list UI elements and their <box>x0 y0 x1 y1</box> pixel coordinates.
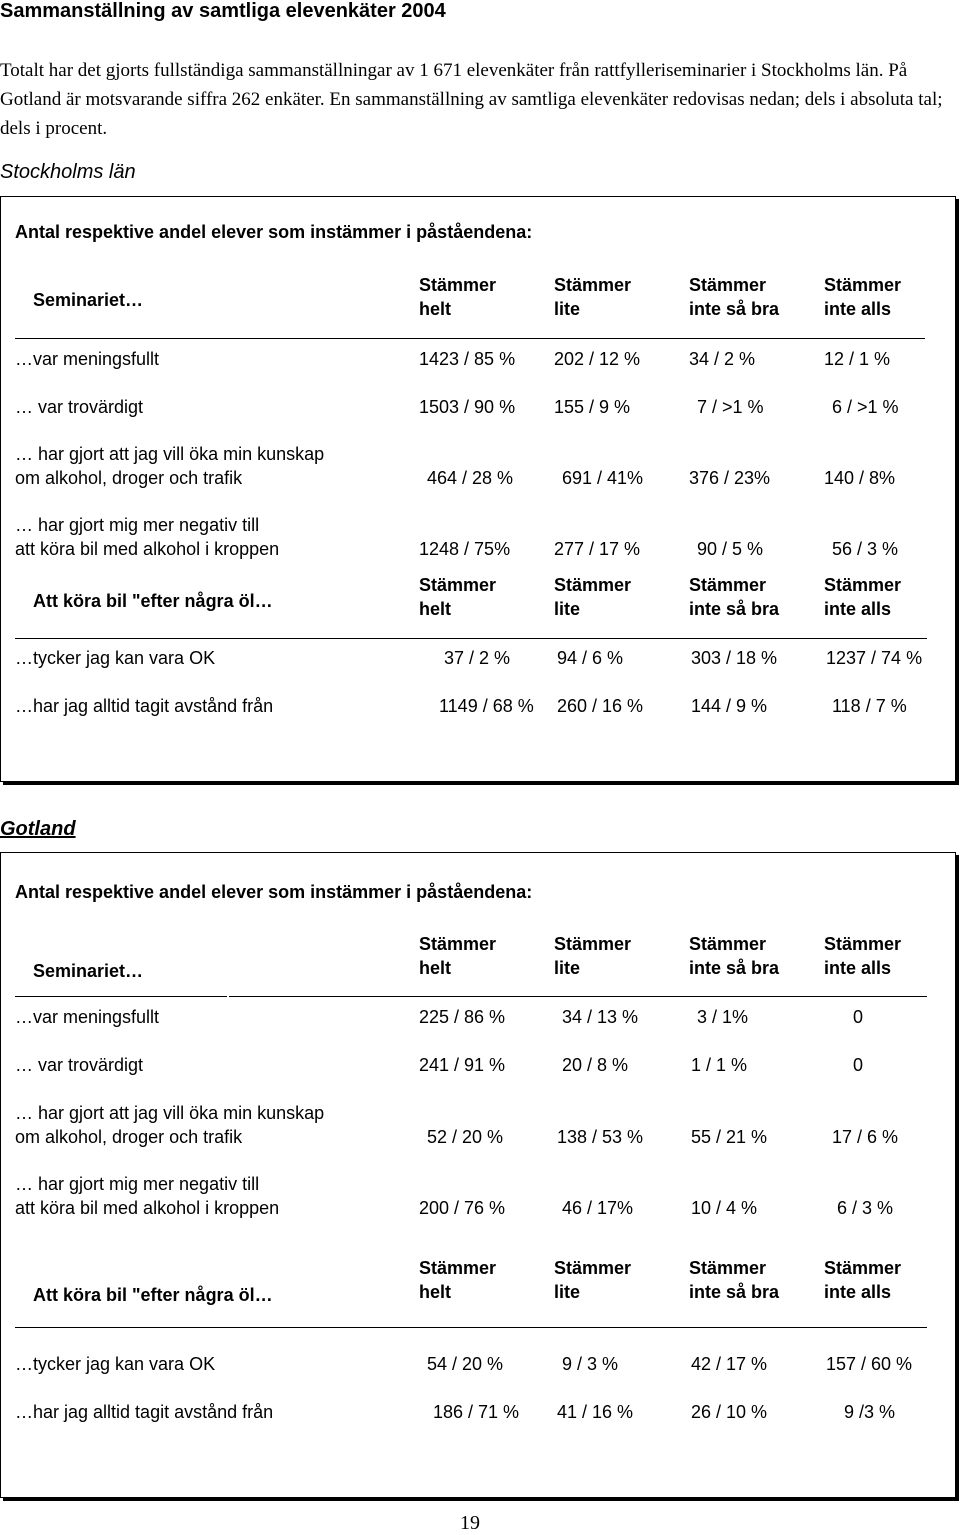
row-label: …var meningsfullt <box>15 1007 160 1027</box>
row-label: … var trovärdigt <box>15 1055 144 1075</box>
table-cell: 17 / 6 % <box>832 1127 899 1147</box>
table-box-stockholm <box>0 196 956 782</box>
table-cell: 155 / 9 % <box>554 397 631 417</box>
row-label-line2: att köra bil med alkohol i kroppen <box>15 539 280 559</box>
table-cell: 42 / 17 % <box>691 1354 768 1374</box>
table-cell: 0 <box>853 1007 864 1027</box>
table-cell: 94 / 6 % <box>557 648 624 668</box>
table-cell: 46 / 17% <box>562 1198 634 1218</box>
table-cell: 3 / 1% <box>697 1007 749 1027</box>
table-cell: 90 / 5 % <box>697 539 764 559</box>
table-cell: 1149 / 68 % <box>439 696 534 716</box>
column-header: Stämmer helt <box>419 575 497 619</box>
table-cell: 10 / 4 % <box>691 1198 758 1218</box>
table-cell: 6 / >1 % <box>832 397 899 417</box>
column-header: Stämmer helt <box>419 1258 497 1302</box>
table-cell: 9 /3 % <box>844 1402 896 1422</box>
section-title-stockholm: Stockholms län <box>0 161 136 183</box>
table-cell: 260 / 16 % <box>557 696 644 716</box>
row-label: … var trovärdigt <box>15 397 144 417</box>
group-label: Att köra bil "efter några öl… <box>33 1285 273 1305</box>
table-cell: 303 / 18 % <box>691 648 778 668</box>
table-cell: 1248 / 75% <box>419 539 511 559</box>
column-header: Stämmer lite <box>554 275 632 319</box>
column-header: Stämmer inte alls <box>824 1258 902 1302</box>
section-title-gotland: Gotland <box>0 818 76 840</box>
table-cell: 20 / 8 % <box>562 1055 629 1075</box>
box-heading: Antal respektive andel elever som instämmer i påståendena: <box>15 882 533 902</box>
column-header: Stämmer helt <box>419 275 497 319</box>
column-header: Stämmer helt <box>419 934 497 978</box>
row-label: …har jag alltid tagit avstånd från <box>15 1402 274 1422</box>
row-label-line2: om alkohol, droger och trafik <box>15 468 243 488</box>
group-label: Seminariet… <box>33 961 144 981</box>
table-cell: 41 / 16 % <box>557 1402 634 1422</box>
row-label: …har jag alltid tagit avstånd från <box>15 696 274 716</box>
table-box-gotland <box>0 852 956 1498</box>
header-rule <box>15 996 227 997</box>
column-header: Stämmer lite <box>554 934 632 978</box>
table-cell: 34 / 13 % <box>562 1007 639 1027</box>
table-cell: 202 / 12 % <box>554 349 641 369</box>
table-cell: 52 / 20 % <box>427 1127 504 1147</box>
header-rule <box>15 1327 927 1328</box>
row-label: … har gjort mig mer negativ till <box>15 1174 260 1194</box>
column-header: Stämmer inte så bra <box>689 934 780 978</box>
row-label: … har gjort mig mer negativ till <box>15 515 260 535</box>
row-label: … har gjort att jag vill öka min kunskap <box>15 1103 325 1123</box>
table-cell: 1423 / 85 % <box>419 349 516 369</box>
table-cell: 464 / 28 % <box>427 468 514 488</box>
row-label: …var meningsfullt <box>15 349 160 369</box>
table-cell: 1503 / 90 % <box>419 397 516 417</box>
table-cell: 0 <box>853 1055 864 1075</box>
table-cell: 1 / 1 % <box>691 1055 748 1075</box>
group-label: Att köra bil "efter några öl… <box>33 591 273 611</box>
page-number: 19 <box>460 1512 480 1534</box>
header-rule <box>15 638 927 639</box>
table-cell: 144 / 9 % <box>691 696 768 716</box>
table-cell: 9 / 3 % <box>562 1354 619 1374</box>
row-label: …tycker jag kan vara OK <box>15 1354 216 1374</box>
box-heading: Antal respektive andel elever som instämmer i påståendena: <box>15 222 533 242</box>
intro-paragraph: Totalt har det gjorts fullständiga sammanställningar av 1 671 elevenkäter från rattfylleriseminarier i Stockholms län. På Gotland är motsvarande siffra 262 enkäter. En sammanställning av samtliga elevenkäter redovisas nedan; dels i absoluta tal; dels i procent. <box>0 60 943 139</box>
column-header: Stämmer inte alls <box>824 934 902 978</box>
column-header: Stämmer inte alls <box>824 575 902 619</box>
table-cell: 7 / >1 % <box>697 397 764 417</box>
table-cell: 55 / 21 % <box>691 1127 768 1147</box>
column-header: Stämmer inte så bra <box>689 575 780 619</box>
table-cell: 34 / 2 % <box>689 349 756 369</box>
row-label-line2: att köra bil med alkohol i kroppen <box>15 1198 280 1218</box>
table-cell: 241 / 91 % <box>419 1055 506 1075</box>
header-rule <box>15 338 925 339</box>
column-header: Stämmer inte så bra <box>689 275 780 319</box>
table-cell: 138 / 53 % <box>557 1127 644 1147</box>
table-cell: 186 / 71 % <box>433 1402 520 1422</box>
table-cell: 118 / 7 % <box>832 696 907 716</box>
table-cell: 26 / 10 % <box>691 1402 768 1422</box>
document-title: Sammanställning av samtliga elevenkäter 2004 <box>0 0 446 22</box>
table-cell: 56 / 3 % <box>832 539 899 559</box>
table-cell: 157 / 60 % <box>826 1354 913 1374</box>
table-cell: 54 / 20 % <box>427 1354 504 1374</box>
row-label-line2: om alkohol, droger och trafik <box>15 1127 243 1147</box>
row-label: … har gjort att jag vill öka min kunskap <box>15 444 325 464</box>
table-cell: 12 / 1 % <box>824 349 891 369</box>
column-header: Stämmer lite <box>554 575 632 619</box>
row-label: …tycker jag kan vara OK <box>15 648 216 668</box>
table-cell: 140 / 8% <box>824 468 896 488</box>
table-cell: 37 / 2 % <box>444 648 511 668</box>
table-cell: 691 / 41% <box>562 468 644 488</box>
column-header: Stämmer inte alls <box>824 275 902 319</box>
table-cell: 1237 / 74 % <box>826 648 923 668</box>
group-label: Seminariet… <box>33 290 144 310</box>
table-cell: 277 / 17 % <box>554 539 641 559</box>
table-cell: 225 / 86 % <box>419 1007 506 1027</box>
table-cell: 200 / 76 % <box>419 1198 506 1218</box>
table-cell: 376 / 23% <box>689 468 771 488</box>
table-cell: 6 / 3 % <box>837 1198 894 1218</box>
column-header: Stämmer inte så bra <box>689 1258 780 1302</box>
column-header: Stämmer lite <box>554 1258 632 1302</box>
header-rule <box>229 996 927 997</box>
